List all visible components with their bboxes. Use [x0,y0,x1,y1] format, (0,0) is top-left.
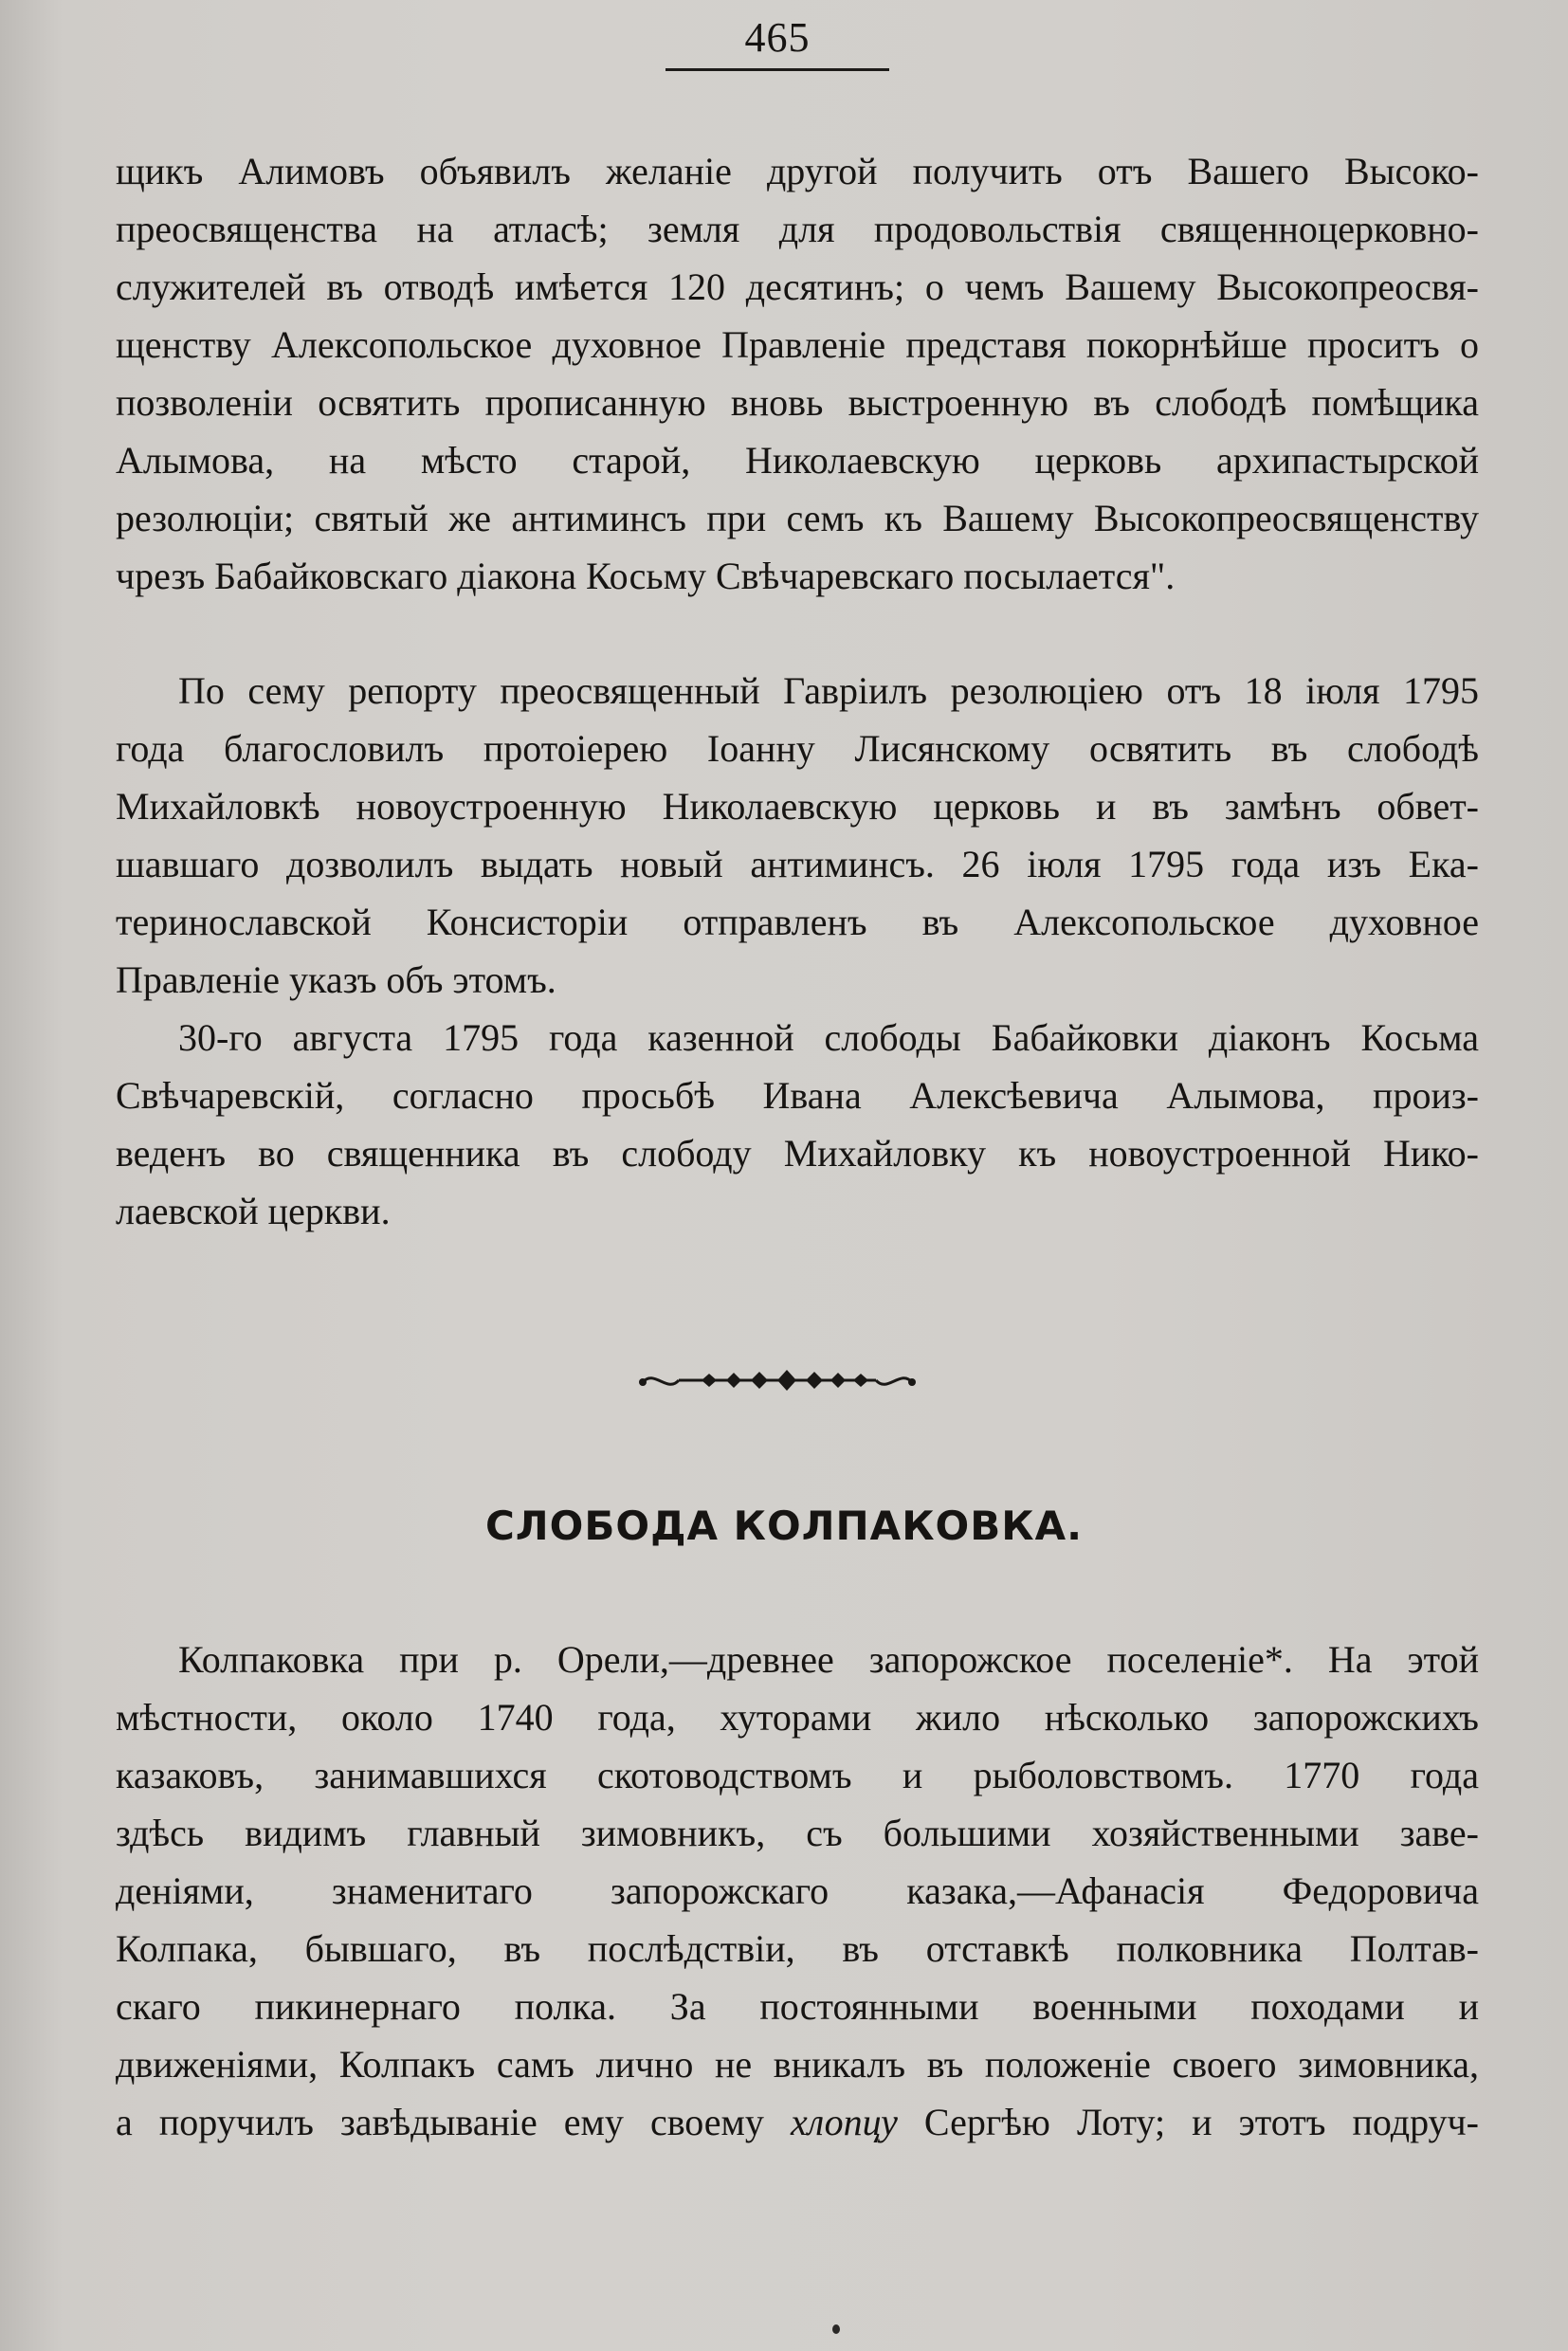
text-line: чрезъ Бабайковскаго діакона Косьму Свѣчаревскаго посылается". [116,555,1176,597]
text-line: резолюціи; святый же антиминсъ при семъ къ Вашему Высокопреосвященству [116,497,1479,539]
text-line: лаевской церкви. [116,1190,391,1232]
text-line: По сему репорту преосвященный Гавріилъ резолюціею отъ 18 іюля 1795 [178,669,1479,712]
text-line: движеніями, Колпакъ самъ лично не вникалъ въ положеніе своего зимовника, [116,2043,1479,2086]
text-line: Алымова, на мѣсто старой, Николаевскую церковь архипастырской [116,439,1479,482]
header-rule [665,68,889,71]
page-header [664,13,891,71]
text-line: Михайловкѣ новоустроенную Николаевскую церковь и въ замѣнъ обвет- [116,785,1479,828]
text-line: здѣсь видимъ главный зимовникъ, съ большими хозяйственными заве- [116,1812,1479,1854]
page-number: 465 [744,14,811,61]
paragraph-kolpakovka [116,1631,1479,2151]
text-line: мѣстности, около 1740 года, хуторами жило нѣсколько запорожскихъ [116,1696,1479,1739]
text-line: щикъ Алимовъ объявилъ желаніе другой получить отъ Вашего Высоко- [116,150,1479,192]
paragraph-resolution [116,662,1479,1009]
text-line: Колпаковка при р. Орели,—древнее запорожское поселеніе*. На этой [178,1638,1479,1681]
text-line: года благословилъ протоіерею Іоанну Лисянскому освятить въ слободѣ [116,727,1479,770]
text-line: шавшаго дозволилъ выдать новый антиминсъ. 26 іюля 1795 года изъ Ека- [116,843,1479,885]
text-line: Свѣчаревскій, согласно просьбѣ Ивана Алексѣевича Алымова, произ- [116,1074,1479,1117]
text-line: преосвященства на атласѣ; земля для продовольствія священноцерковно- [116,208,1479,250]
text-line: теринославской Консисторіи отправленъ въ Алексопольское духовное [116,901,1479,943]
paragraph-continuation [116,142,1479,605]
text-line: веденъ во священника въ слободу Михайловку къ новоустроенной Нико- [116,1132,1479,1175]
text-fragment: Сергѣю Лоту; и этотъ подруч- [897,2101,1479,2143]
italic-word: хлопцу [790,2101,898,2143]
text-line: скаго пикинернаго полка. За постоянными военными походами и [116,1985,1479,2028]
text-line: Правленіе указъ объ этомъ. [116,958,556,1001]
text-line: Колпака, бывшаго, въ послѣдствіи, въ отставкѣ полковника Полтав- [116,1927,1479,1970]
text-fragment: а поручилъ завѣдываніе ему своему [116,2101,791,2143]
text-line: щенству Алексопольское духовное Правленіе представя покорнѣйше проситъ о [116,323,1479,366]
ink-speck [832,2324,840,2334]
text-line: казаковъ, занимавшихся скотоводствомъ и рыболовствомъ. 1770 года [116,1754,1479,1796]
section-heading: СЛОБОДА КОЛПАКОВКА. [484,1503,1084,1549]
text-line-with-italic [116,2093,1479,2151]
text-line: деніями, знаменитаго запорожскаго казака,—Афанасія Федоровича [116,1869,1479,1912]
paragraph-ordination [116,1009,1479,1240]
text-line: позволеніи освятить прописанную вновь выстроенную въ слободѣ помѣщика [116,381,1479,424]
ornament-divider-icon [635,1356,920,1403]
text-line: 30-го августа 1795 года казенной слободы Бабайковки діаконъ Косьма [178,1016,1479,1059]
text-line: служителей въ отводѣ имѣется 120 десятинъ; о чемъ Вашему Высокопреосвя- [116,265,1479,308]
